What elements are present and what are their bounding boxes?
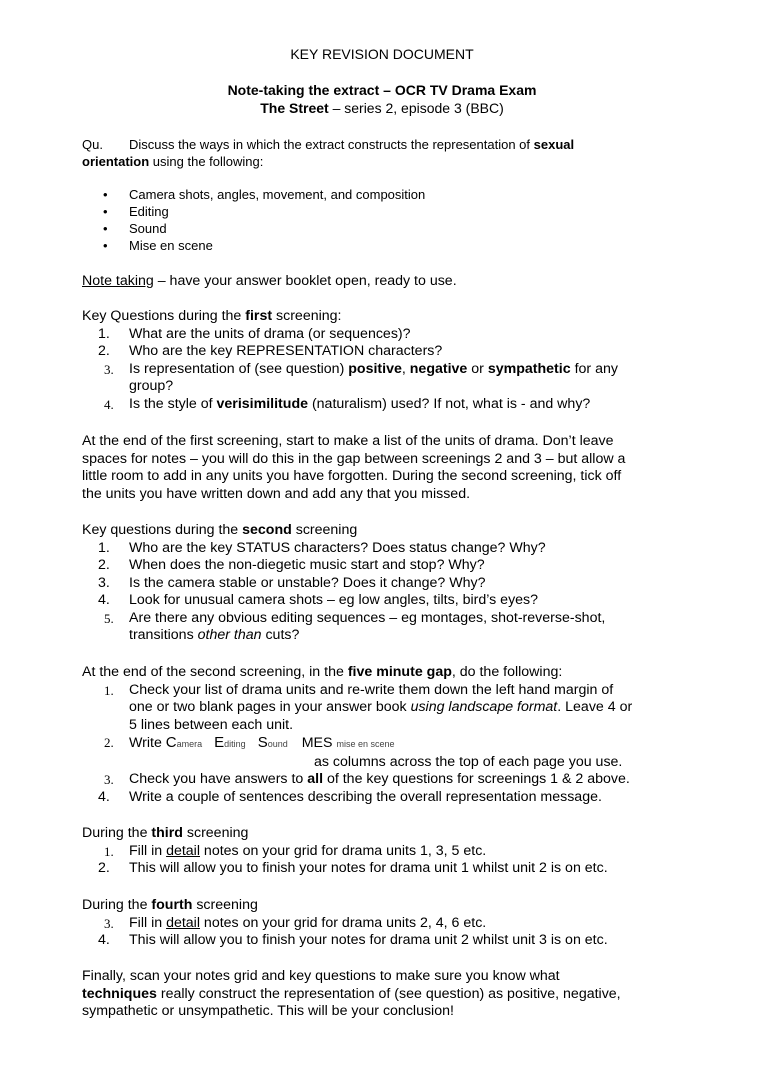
question-block: [82, 136, 682, 170]
section-heading: During the third screening: [82, 825, 249, 841]
list-item: 4. Look for unusual camera shots – eg low angles, tilts, bird’s eyes?: [98, 592, 539, 608]
list-item: 1. Check your list of drama units and re-write them down the left hand margin of: [104, 681, 614, 698]
third-screening-section: [82, 825, 682, 878]
bullet-icon: •: [103, 187, 108, 202]
question-line-2: [82, 153, 682, 170]
bullet-list: [82, 186, 682, 254]
bullet-icon: •: [103, 221, 108, 236]
question-label: Qu.: [82, 137, 103, 152]
list-item: 1. Who are the key STATUS characters? Does status change? Why?: [98, 539, 546, 556]
list-item: 2. This will allow you to finish your notes for drama unit 1 whilst unit 2 is on etc.: [98, 860, 608, 876]
list-item: 4. This will allow you to finish your notes for drama unit 2 whilst unit 3 is on etc.: [98, 932, 608, 948]
question-text: Discuss the ways in which the extract constructs the representation of: [129, 137, 534, 152]
list-item: 3. Is the camera stable or unstable? Does it change? Why?: [98, 574, 486, 591]
section-heading: Key questions during the second screening: [82, 522, 358, 538]
conclusion-paragraph: Finally, scan your notes grid and key questions to make sure you know what techniques really construct the representation of (see question) as positive, negative, sympathetic or unsympathetic. This will be your conclusion!: [82, 968, 621, 1019]
list-item-continued: as columns across the top of each page you use.: [314, 753, 623, 770]
list-item-continued: group?: [129, 378, 174, 394]
fourth-screening-section: [82, 897, 682, 950]
list-item-continued: 5 lines between each unit.: [129, 716, 294, 733]
list-item: • Editing: [103, 204, 169, 219]
list-item: 2. Who are the key REPRESENTATION characters?: [98, 343, 443, 359]
programme-details: – series 2, episode 3 (BBC): [328, 100, 504, 116]
list-item: 3. Check you have answers to all of the key questions for screenings 1 & 2 above.: [104, 771, 630, 787]
first-screening-paragraph: At the end of the first screening, start to make a list of the units of drama. Don’t leave spaces for notes – you will do this in the gap between screenings 2 and 3 – but allow a little room to add in any units you have forgotten. During the second screening, tick off the units you have written down and add any that you missed.: [82, 433, 626, 502]
second-screening-section: [82, 522, 682, 645]
list-item: 2. Write Camera Editing Sound MES mise en scene: [104, 734, 395, 751]
note-taking-line: Note taking – have your answer booklet open, ready to use.: [82, 273, 457, 289]
section-heading: At the end of the second screening, in the five minute gap, do the following:: [82, 664, 563, 680]
bullet-icon: •: [103, 238, 108, 253]
list-item: • Camera shots, angles, movement, and composition: [103, 187, 426, 202]
list-item: 3. Is representation of (see question) positive, negative or sympathetic for any: [104, 360, 618, 377]
list-item: 4. Write a couple of sentences describing the overall representation message.: [98, 788, 602, 805]
question-bold-1: sexual: [533, 137, 575, 152]
list-item: 1. Fill in detail notes on your grid for drama units 1, 3, 5 etc.: [104, 842, 487, 859]
list-item: 3. Fill in detail notes on your grid for drama units 2, 4, 6 etc.: [104, 914, 487, 931]
programme-title: The Street: [260, 100, 329, 116]
list-item-continued: one or two blank pages in your answer book using landscape format. Leave 4 or: [129, 699, 633, 715]
list-item: 1. What are the units of drama (or sequences)?: [98, 325, 411, 342]
list-item: 2. When does the non-diegetic music start and stop? Why?: [98, 557, 485, 573]
question-line-1: [82, 136, 682, 153]
list-item: 4. Is the style of verisimilitude (naturalism) used? If not, what is - and why?: [104, 395, 591, 412]
list-item-continued: transitions other than cuts?: [129, 627, 300, 643]
first-screening-section: [82, 308, 682, 413]
document-subtitle: [82, 100, 682, 118]
question-bold-2: orientation: [82, 154, 150, 169]
section-heading: During the fourth screening: [82, 897, 258, 913]
bullet-icon: •: [103, 204, 108, 219]
document-header: KEY REVISION DOCUMENT: [290, 46, 474, 62]
list-item: • Sound: [103, 221, 167, 236]
section-heading: Key Questions during the first screening:: [82, 308, 342, 324]
list-item: 5. Are there any obvious editing sequences – eg montages, shot-reverse-shot,: [104, 609, 606, 626]
note-taking-heading: Note taking: [82, 273, 154, 289]
question-text-2: using the following:: [149, 154, 264, 169]
document-title: Note-taking the extract – OCR TV Drama Exam: [227, 82, 537, 98]
list-item: • Mise en scene: [103, 238, 213, 253]
five-minute-gap-section: [82, 664, 682, 806]
